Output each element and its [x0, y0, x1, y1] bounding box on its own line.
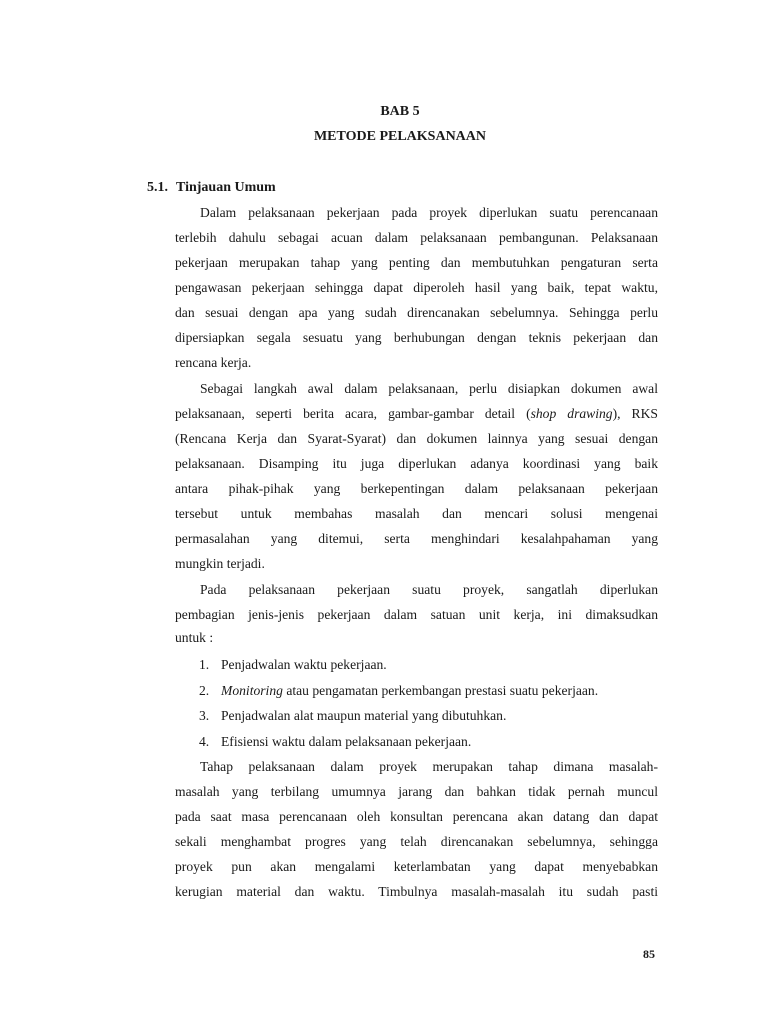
page-number: 85 — [643, 947, 655, 961]
list-text: atau pengamatan perkembangan prestasi suatu pekerjaan. — [282, 683, 599, 698]
paragraph-line — [175, 404, 658, 424]
paragraph-line: untuk : — [175, 630, 214, 645]
paragraph-line: terlebih dahulu sebagai acuan dalam pelaksanaan pembangunan. Pelaksanaan — [175, 230, 658, 245]
line-segment: ), RKS — [612, 406, 658, 421]
list-item — [199, 732, 471, 752]
paragraph-line: Dalam pelaksanaan pekerjaan pada proyek diperlukan suatu perencanaan — [200, 205, 658, 220]
paragraph-line: sekali menghambat progres yang telah direncanakan sebelumnya, sehingga — [175, 834, 658, 849]
list-number: 3. — [199, 708, 210, 723]
list-item — [199, 681, 598, 701]
paragraph-line: pengawasan pekerjaan sehingga dapat diperoleh hasil yang baik, tepat waktu, — [175, 280, 658, 295]
paragraph-line: pelaksanaan. Disamping itu juga diperlukan adanya koordinasi yang baik — [175, 456, 658, 471]
list-number: 1. — [199, 657, 210, 672]
paragraph-line: rencana kerja. — [175, 355, 252, 370]
paragraph-line: antara pihak-pihak yang berkepentingan dalam pelaksanaan pekerjaan — [175, 481, 658, 496]
section-number: 5.1. — [147, 180, 168, 195]
italic-term: Monitoring — [221, 683, 283, 698]
paragraph-line: permasalahan yang ditemui, serta menghindari kesalahpahaman yang — [175, 531, 658, 546]
line-segment: pelaksanaan, seperti berita acara, gambar-gambar detail ( — [175, 406, 531, 421]
list-text: Penjadwalan waktu pekerjaan. — [221, 657, 387, 672]
paragraph-line: (Rencana Kerja dan Syarat-Syarat) dan dokumen lainnya yang sesuai dengan — [175, 431, 658, 446]
paragraph-line: Sebagai langkah awal dalam pelaksanaan, perlu disiapkan dokumen awal — [200, 381, 658, 396]
italic-term: shop drawing — [530, 406, 613, 421]
paragraph-line: tersebut untuk membahas masalah dan mencari solusi mengenai — [175, 506, 658, 521]
section-heading — [147, 180, 276, 196]
paragraph-line: proyek pun akan mengalami keterlambatan yang dapat menyebabkan — [175, 859, 658, 874]
paragraph-line: dan sesuai dengan apa yang sudah direncanakan sebelumnya. Sehingga perlu — [175, 305, 658, 320]
chapter-label: BAB 5 — [380, 104, 420, 119]
list-text: Penjadwalan alat maupun material yang dibutuhkan. — [221, 708, 507, 723]
paragraph-line: masalah yang terbilang umumnya jarang dan bahkan tidak pernah muncul — [175, 784, 658, 799]
paragraph-line: pada saat masa perencanaan oleh konsultan perencana akan datang dan dapat — [175, 809, 658, 824]
list-text: Efisiensi waktu dalam pelaksanaan pekerjaan. — [221, 734, 472, 749]
list-item — [199, 655, 387, 675]
section-title: Tinjauan Umum — [176, 180, 276, 195]
paragraph-line: Pada pelaksanaan pekerjaan suatu proyek, sangatlah diperlukan — [200, 582, 658, 597]
paragraph-line: kerugian material dan waktu. Timbulnya masalah-masalah itu sudah pasti — [175, 884, 658, 899]
chapter-title: METODE PELAKSANAAN — [313, 129, 487, 144]
paragraph-line: mungkin terjadi. — [175, 556, 265, 571]
paragraph-line: pekerjaan merupakan tahap yang penting dan membutuhkan pengaturan serta — [175, 255, 658, 270]
list-number: 2. — [199, 683, 210, 698]
paragraph-line: pembagian jenis-jenis pekerjaan dalam satuan unit kerja, ini dimaksudkan — [175, 607, 658, 622]
list-number: 4. — [199, 734, 210, 749]
paragraph-line: Tahap pelaksanaan dalam proyek merupakan tahap dimana masalah- — [200, 759, 658, 774]
paragraph-line: dipersiapkan segala sesuatu yang berhubungan dengan teknis pekerjaan dan — [175, 330, 658, 345]
list-item — [199, 706, 506, 726]
